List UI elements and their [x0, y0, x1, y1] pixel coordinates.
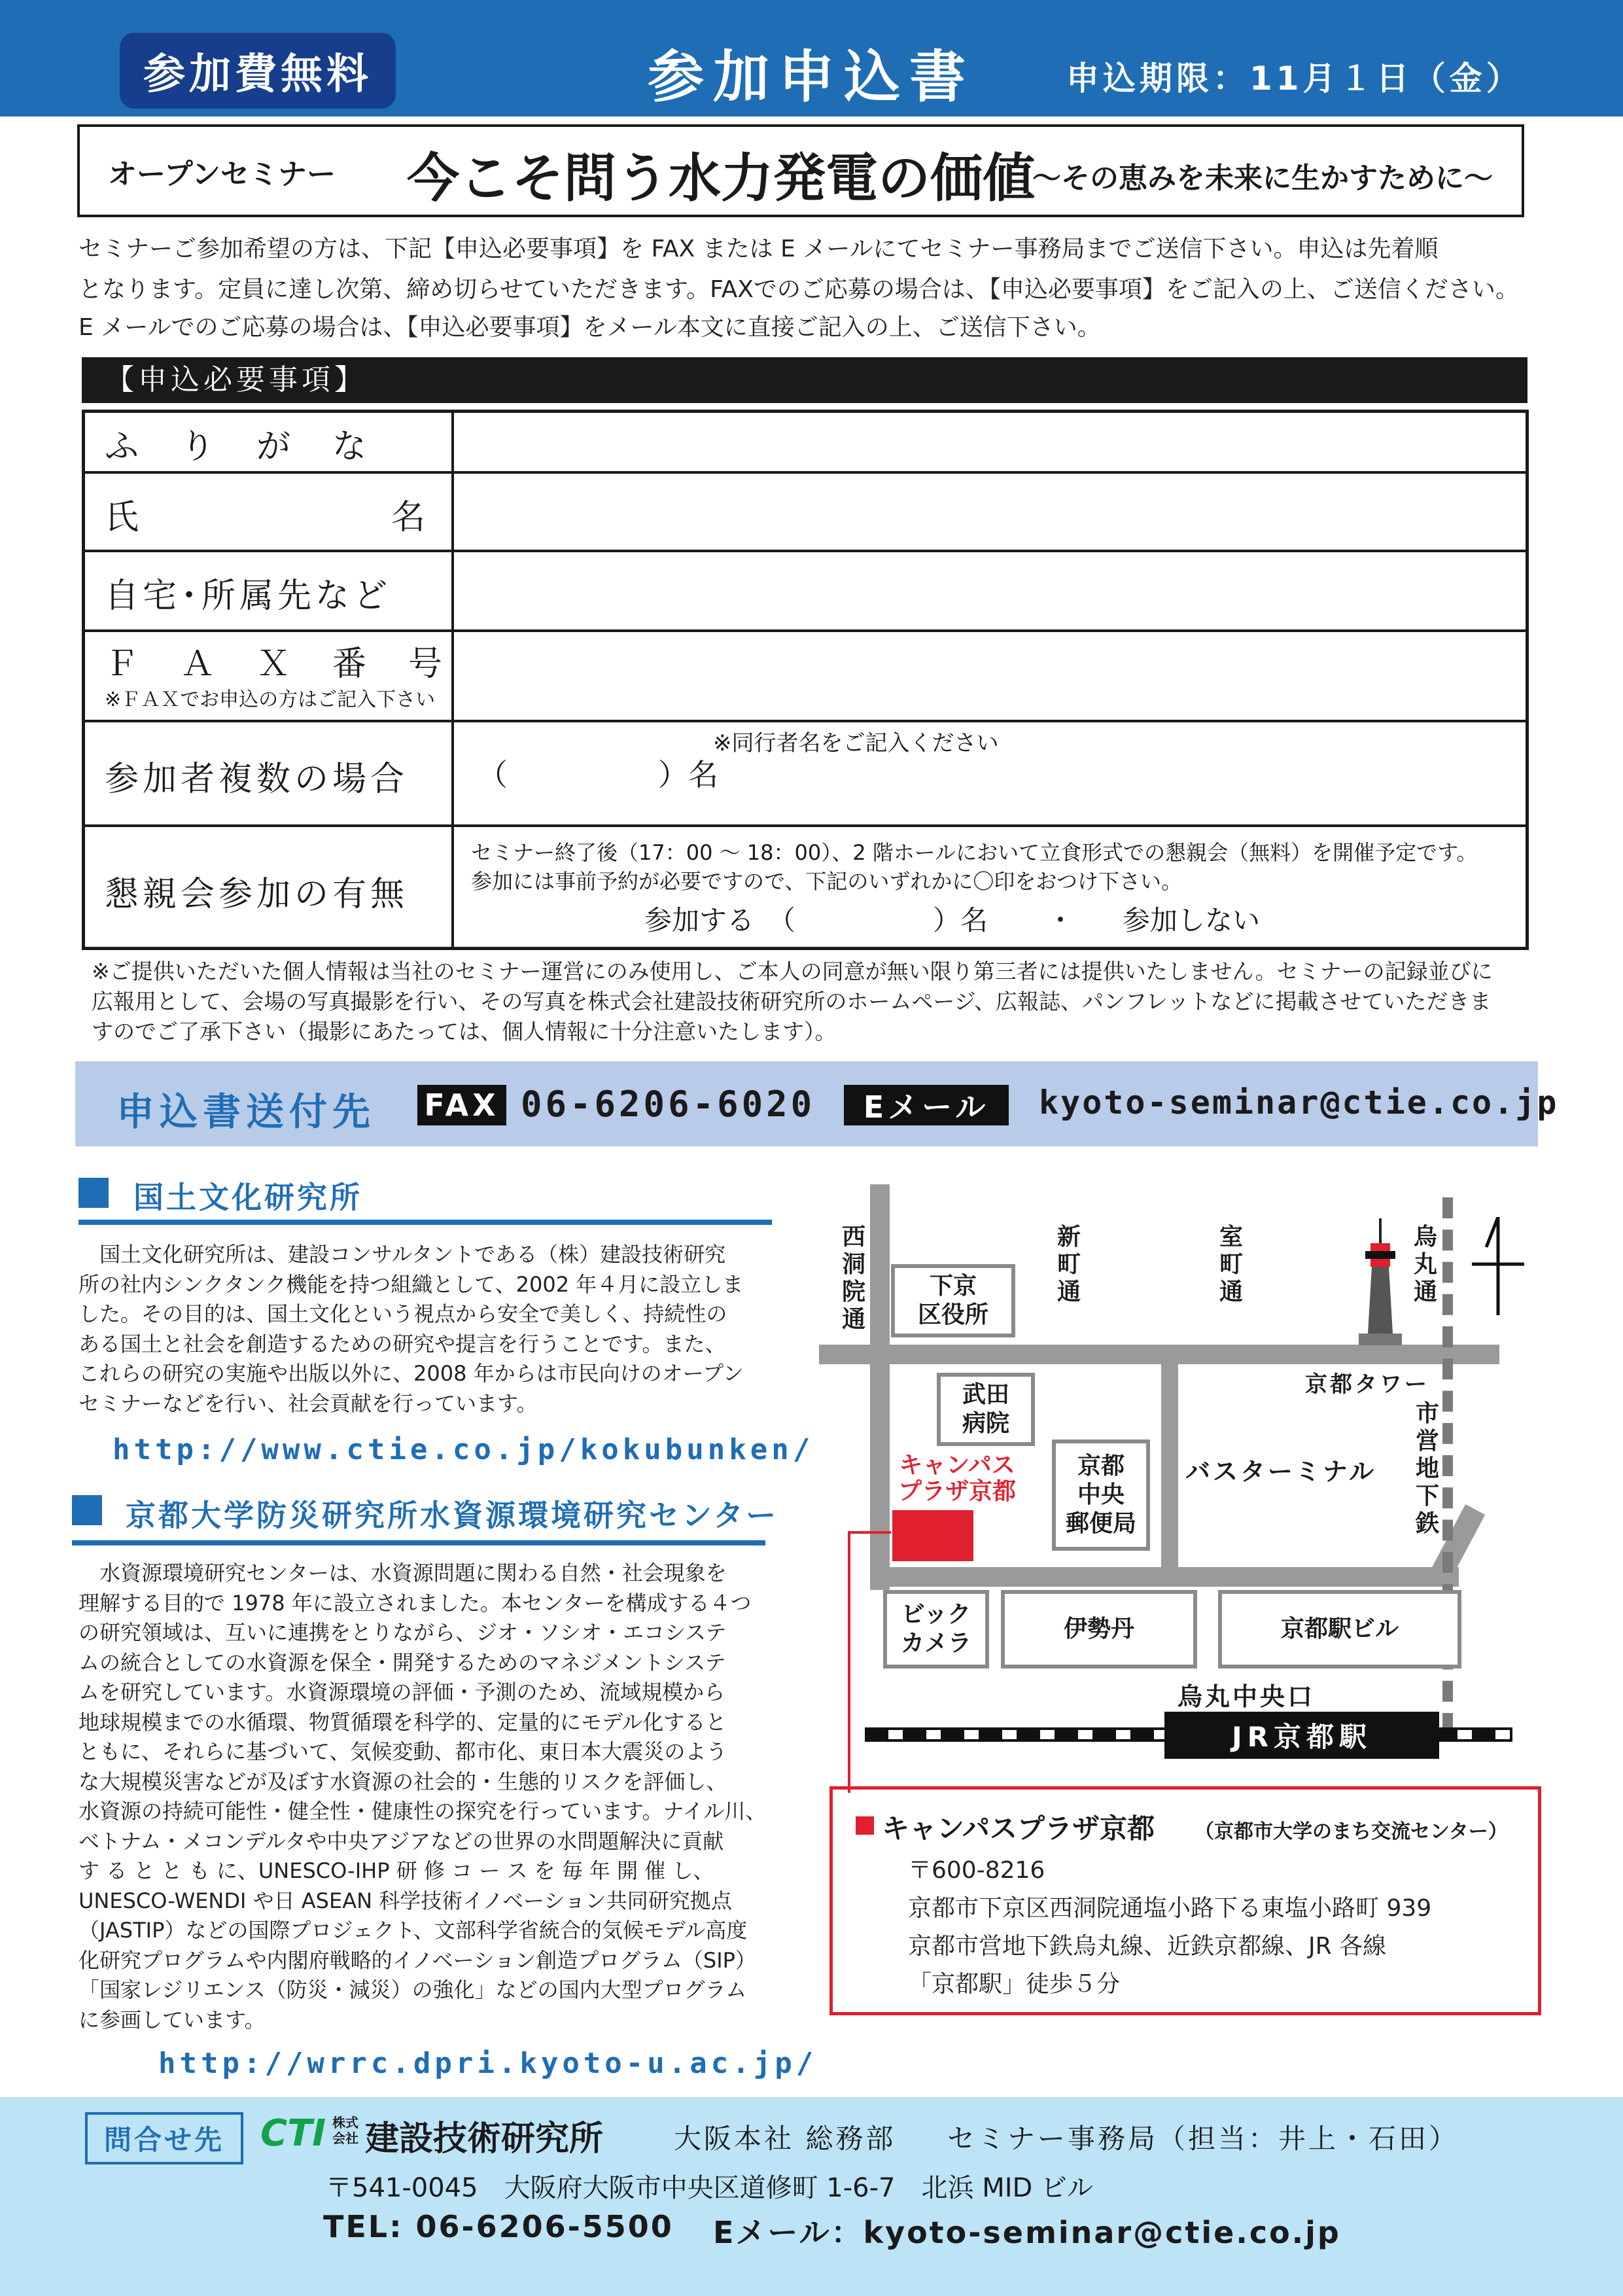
form-row-line	[82, 720, 1529, 722]
venue-label: キャンパス プラザ京都	[898, 1452, 1016, 1505]
deadline-text: 申込期限：11月１日（金）	[1066, 60, 1523, 97]
free-admission-badge: 参加費無料	[120, 33, 396, 109]
north-arrow-icon	[1472, 1217, 1524, 1315]
street-muromachi: 室町通	[1219, 1224, 1243, 1305]
venue-marker[interactable]	[892, 1510, 973, 1561]
multiple-participants-field[interactable]: （ ）名	[478, 757, 718, 792]
venue-postal: 〒600-8216	[908, 1857, 1045, 1884]
seminar-title: 今こそ問う水力発電の価値	[407, 148, 1035, 209]
company-email[interactable]: Eメール：kyoto-seminar@ctie.co.jp	[713, 2215, 1341, 2250]
reception-description: セミナー終了後（17：00 ～ 18：00）、2 階ホールにおいて立食形式での懇親会（無料）を開催予定です。	[471, 840, 1478, 865]
kyoto-tower-label: 京都タワー	[1305, 1371, 1429, 1398]
kokubunken-link[interactable]: http://www.ctie.co.jp/kokubunken/	[113, 1433, 814, 1466]
company-name: 建設技術研究所	[365, 2119, 604, 2159]
bus-terminal-label: バスターミナル	[1185, 1457, 1377, 1486]
fax-field[interactable]	[454, 632, 1520, 718]
subway-label: 市営地下鉄	[1415, 1400, 1439, 1537]
venue-leader-line	[848, 1531, 850, 1793]
section-heading: 国土文化研究所	[133, 1180, 362, 1215]
section-rule	[72, 1540, 765, 1545]
privacy-note: 広報用として、会場の写真撮影を行い、その写真を株式会社建設技術研究所のホームページ、広報誌、パンフレットなどに掲載させていただきま	[92, 989, 1492, 1014]
kyoto-station-building: 京都駅ビル	[1218, 1590, 1461, 1669]
option-separator: ・	[1047, 904, 1075, 936]
road-bus-terminal	[1161, 1364, 1178, 1574]
label-name-right: 名	[391, 498, 430, 537]
venue-bullet-icon	[856, 1816, 874, 1835]
affiliation-field[interactable]	[454, 552, 1520, 628]
kyoto-tower-icon	[1344, 1218, 1416, 1349]
send-to-label: 申込書送付先	[116, 1089, 376, 1134]
street-karasuma: 烏丸通	[1413, 1224, 1437, 1305]
label-multiple-participants: 参加者複数の場合	[105, 760, 409, 799]
privacy-note: すのでご了承下さい（撮影にあたっては、個人情報に十分注意いたします）。	[92, 1019, 837, 1044]
company-phone[interactable]: TEL: 06-6206-5500	[323, 2209, 674, 2244]
seminar-office: セミナー事務局（担当：井上・石田）	[947, 2123, 1459, 2155]
fax-note: ※ＦＡＸでお申込の方はご記入下さい	[105, 688, 436, 711]
street-nishinotoin: 西洞院通	[841, 1224, 865, 1333]
section-marker-icon	[72, 1495, 102, 1525]
seminar-subtitle: ～その恵みを未来に生かすために～	[1032, 162, 1493, 195]
venue-note: （京都市大学のまち交流センター）	[1195, 1820, 1508, 1843]
reception-decline-option[interactable]: 参加しない	[1123, 904, 1261, 936]
intro-line: となります。定員に達し次第、締め切らせていただきます。FAXでのご応募の場合は、【申込必要事項】をご記入の上、ご送信ください。	[79, 276, 1519, 303]
intro-line: E メールでのご応募の場合は、【申込必要事項】をメール本文に直接ご記入の上、ご送信下さい。	[79, 314, 1101, 341]
wrrc-body: 水資源環境研究センターは、水資源問題に関わる自然・社会現象を 理解する目的で 1978 年に設立されました。本センターを構成する４つ の研究領域は、互いに連携をとりながら、ジオ・ソシオ・エコシステ ムの統合としての水資源を保全・開発するためのマネジメントシステ ムを研究しています。水資源環境の評価・予測のため、流域規模から 地球規模までの水循環、物質循環を科学的、定量的にモデル化すると ともに、それらに基づいて、気候変動、都市化、東日本大震災のよう な大規模災害などが及ぼす水資源の社会的・生態的リスクを評価し、 水資源の持続可能性・健全性・健康性の探究を行っています。ナイル川、 ベトナム・メコンデルタや中央アジアなどの世界の水問題解決に貢献 す る と と も に、UNESCO-IHP 研 修 コ ー ス を 毎 年 開 催 し、 UNESCO-WENDI や日 ASEAN 科学技術イノベーション共同研究拠点 （JASTIP）などの国際プロジェクト、文部科学省統合的気候モデル高度 化研究プログラムや内閣府戦略的イノベーション創造プログラム（SIP） 「国家レジリエンス（防災・減災）の強化」などの国内大型プログラム に参画しています。	[79, 1561, 767, 2032]
label-name-left: 氏	[105, 498, 143, 537]
company-address: 〒541-0045 大阪府大阪市中央区道修町 1-6-7 北浜 MID ビル	[326, 2173, 1094, 2203]
isetan: 伊勢丹	[1001, 1590, 1197, 1669]
branch-name: 大阪本社 総務部	[674, 2123, 896, 2155]
intro-line: セミナーご参加希望の方は、下記【申込必要事項】を FAX または E メールにてセミナー事務局までご送信下さい。申込は先着順	[79, 236, 1439, 262]
reception-description: 参加には事前予約が必要ですので、下記のいずれかに〇印をおつけ下さい。	[471, 869, 1183, 894]
kokubunken-body: 国土文化研究所は、建設コンサルタントである（株）建設技術研究 所の社内シンクタンク機能を持つ組織として、2002 年４月に設立しま した。その目的は、国土文化という視点から安全で美しく、持続性の ある国土と社会を創造するための研究や提言を行うことです。また、 これらの研究の実施や出版以外に、2008 年からは市民向けのオープン セミナーなどを行い、社会貢献を行っています。	[79, 1242, 744, 1416]
karasuma-exit-label: 烏丸中央口	[1178, 1682, 1316, 1711]
street-shinmachi: 新町通	[1056, 1224, 1081, 1305]
post-office: 京都 中央 郵便局	[1052, 1439, 1150, 1551]
company-type: 株式会社	[332, 2115, 358, 2146]
multiple-participants-note: ※同行者名をご記入ください	[713, 730, 999, 756]
venue-leader-line	[849, 1531, 891, 1534]
reception-attend-option[interactable]: 参加する （ ）名	[644, 904, 988, 936]
bic-camera: ビック カメラ	[883, 1590, 989, 1669]
jr-station: JR京都駅	[1164, 1712, 1439, 1759]
email-tag: Eメール	[844, 1085, 1009, 1125]
fax-number: 06-6206-6020	[521, 1084, 816, 1125]
venue-address: 京都市下京区西洞院通塩小路下る東塩小路町 939	[908, 1895, 1432, 1922]
hospital: 武田 病院	[937, 1373, 1035, 1446]
fax-tag: FAX	[417, 1085, 506, 1125]
venue-access: 京都市営地下鉄烏丸線、近鉄京都線、JR 各線	[908, 1933, 1387, 1960]
seminar-kicker: オープンセミナー	[108, 158, 336, 191]
form-row-line	[82, 824, 1529, 827]
section-marker-icon	[79, 1178, 109, 1208]
email-address[interactable]: kyoto-seminar@ctie.co.jp	[1039, 1084, 1559, 1122]
form-section-label: 【申込必要事項】	[82, 357, 1527, 403]
name-field[interactable]	[454, 474, 1520, 548]
inquiry-label: 問合せ先	[85, 2112, 243, 2164]
label-furigana: ふ り が な	[105, 427, 371, 467]
venue-access: 「京都駅」徒歩５分	[908, 1971, 1121, 1998]
venue-name: キャンパスプラザ京都	[882, 1812, 1155, 1845]
section-rule	[79, 1220, 772, 1225]
road-nishinotoin	[870, 1184, 890, 1590]
furigana-field[interactable]	[454, 412, 1520, 470]
section-heading: 京都大学防災研究所水資源環境研究センター	[126, 1498, 779, 1533]
page-title: 参加申込書	[648, 44, 975, 110]
ward-office: 下京 区役所	[891, 1264, 1015, 1337]
label-reception: 懇親会参加の有無	[105, 875, 409, 914]
company-logo: CTI	[260, 2112, 326, 2155]
label-affiliation: 自宅･所属先など	[105, 576, 392, 616]
wrrc-link[interactable]: http://wrrc.dpri.kyoto-u.ac.jp/	[158, 2047, 818, 2080]
privacy-note: ※ご提供いただいた個人情報は当社のセミナー運営にのみ使用し、ご本人の同意が無い限り第三者には提供いたしません。セミナーの記録並びに	[92, 959, 1493, 984]
label-fax: Ｆ Ａ Ｘ 番 号	[105, 645, 447, 684]
